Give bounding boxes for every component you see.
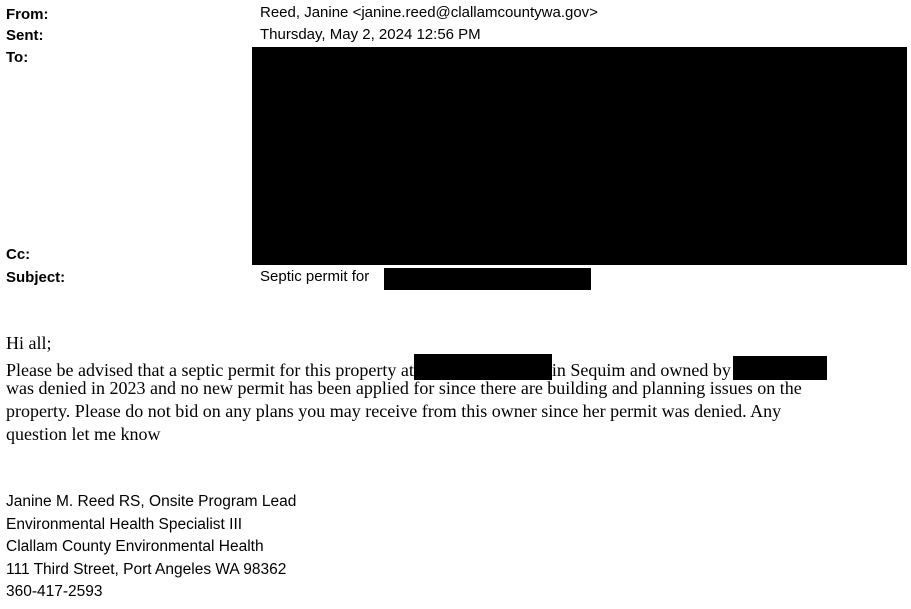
cc-label: Cc: (6, 246, 31, 263)
subject-redaction (384, 268, 591, 290)
signature-phone: 360-417-2593 (6, 583, 103, 600)
body-line-3: property. Please do not bid on any plans you may receive from this owner since her permit was denied. Any (6, 401, 782, 421)
subject-value: Septic permit for (260, 268, 370, 285)
body-line-4: question let me know (6, 424, 161, 444)
body-line-2: was denied in 2023 and no new permit has been applied for since there are building and planning issues on the (6, 378, 802, 398)
greeting: Hi all; (6, 333, 52, 353)
signature-address: 111 Third Street, Port Angeles WA 98362 (6, 560, 287, 578)
body-line-1a: Please be advised that a septic permit for this property at (6, 360, 414, 380)
from-label: From: (6, 6, 49, 23)
sent-label: Sent: (6, 27, 44, 44)
signature-department: Clallam County Environmental Health (6, 538, 264, 555)
signature-block (6, 491, 296, 604)
from-value: Reed, Janine <janine.reed@clallamcountywa.gov> (260, 4, 598, 21)
subject-label: Subject: (6, 269, 66, 286)
sent-value: Thursday, May 2, 2024 12:56 PM (260, 26, 481, 43)
signature-name: Janine M. Reed RS, Onsite Program Lead (6, 493, 297, 510)
body-line-1b: in Sequim and owned by (551, 360, 731, 380)
recipients-redaction (252, 47, 907, 265)
signature-role: Environmental Health Specialist III (6, 515, 243, 533)
to-label: To: (6, 49, 29, 66)
